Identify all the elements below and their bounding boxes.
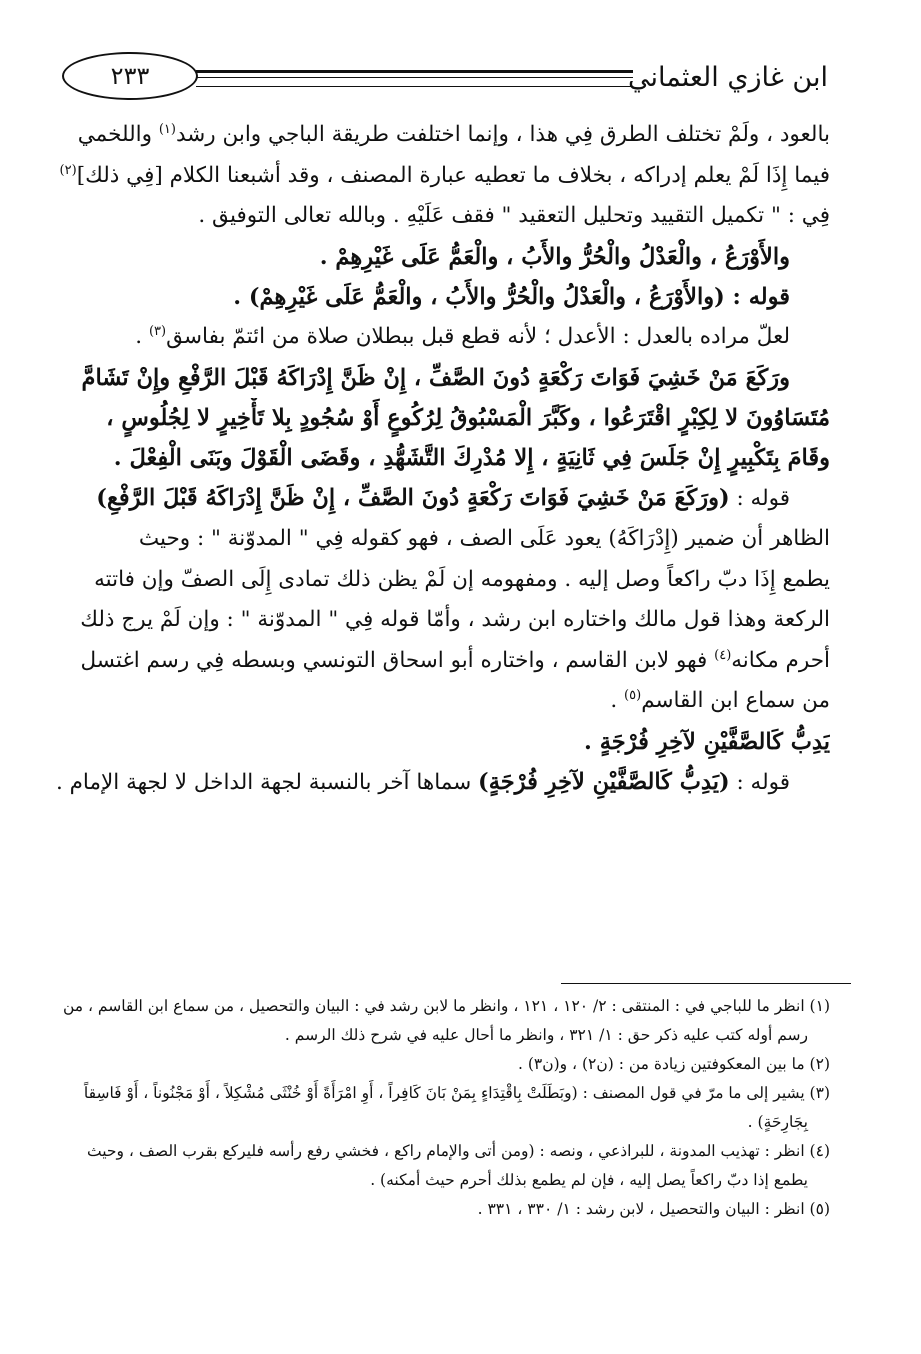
footnote-mark-2: (٢) — [59, 162, 77, 178]
text-line: يطمع إِذَا دبّ راكعاً وصل إليه . ومفهومه إن لَمْ يظن ذلك تمادى إِلَى الصفّ وإن فاتته — [94, 566, 830, 592]
page-header — [58, 52, 828, 112]
footnote-mark-4: (٤) — [714, 647, 732, 663]
quote-2: قوله : (ورَكَعَ مَنْ خَشِيَ فَوَاتَ رَكْعَةٍ دُونَ الصَّفِّ ، إِنْ ظَنَّ إِدْرَاكَهُ قَبْلَ الرَّفْعِ) — [96, 484, 790, 511]
page-number-oval — [62, 52, 198, 100]
footnote-mark-3: (٣) — [148, 323, 167, 339]
footnote-5: (٥) انظر : البيان والتحصيل ، لابن رشد : ١/ ٣٣٠ ، ٣٣١ . — [477, 1200, 830, 1218]
footnotes — [45, 992, 830, 1224]
matn-2: ورَكَعَ مَنْ خَشِيَ فَوَاتَ رَكْعَةٍ دُونَ الصَّفِّ ، إِنْ ظَنَّ إِدْرَاكَهُ قَبْلَ الرَّفْعِ وإِنْ تَشَامَّ مُتَسَاوُونَ لا لِكِبْرٍ اقْتَرَعُوا ، وكَبَّرَ الْمَسْبُوقُ لِرُكُوعٍ أَوْ سُجُودٍ بِلا تَأْخِيرٍ لا لِجُلُوسٍ ، وقَامَ بِتَكْبِيرٍ إِنْ جَلَسَ فِي ثَانِيَةٍ ، إِلا مُدْرِكَ التَّشَهُّدِ ، وقَضَى الْقَوْلَ وبَنَى الْفِعْلَ . — [81, 364, 830, 471]
header-rule — [196, 70, 633, 87]
text-line: فيما إِذَا لَمْ يعلم إدراكه ، بخلاف ما تعطيه عبارة المصنف ، وقد أشبعنا الكلام [فِي ذلك]$^{(٢)}$ — [59, 162, 830, 188]
quoted-matn: (ورَكَعَ مَنْ خَشِيَ فَوَاتَ رَكْعَةٍ دُونَ الصَّفِّ ، إِنْ ظَنَّ إِدْرَاكَهُ قَبْلَ الرَّفْعِ) — [96, 484, 730, 511]
footnote-mark-5: (٥) — [624, 687, 642, 703]
footnote-4: (٤) انظر : تهذيب المدونة ، للبراذعي ، ونصه : (ومن أتى والإمام راكع ، فخشي رفع رأسه فليركع بقرب الصف ، وحيث — [87, 1142, 830, 1160]
main-text — [55, 115, 830, 803]
text-line: بالعود ، ولَمْ تختلف الطرق فِي هذا ، وإنما اختلفت طريقة الباجي وابن رشد$^{(١)}$ واللخمي — [77, 121, 830, 147]
footnote-2: (٢) ما بين المعكوفتين زيادة من : (ن٢) ، و(ن٣) . — [517, 1055, 830, 1073]
text-line: أحرم مكانه$^{(٤)}$ فهو لابن القاسم ، واختاره أبو اسحاق التونسي وبسطه فِي رسم اغتسل — [80, 647, 830, 673]
quote-3: قوله : (يَدِبُّ كَالصَّفَّيْنِ لآخِرِ فُرْجَةٍ) سماها آخر بالنسبة لجهة الداخل لا لجهة الإمام . — [55, 768, 790, 795]
footnote-separator — [561, 983, 851, 984]
page-number: ٢٣٣ — [110, 62, 150, 90]
text-line: فِي : " تكميل التقييد وتحليل التعقيد " فقف عَلَيْهِ . وبالله تعالى التوفيق . — [198, 203, 830, 228]
quoted-matn: (يَدِبُّ كَالصَّفَّيْنِ لآخِرِ فُرْجَةٍ) — [478, 768, 730, 795]
text-line: من سماع ابن القاسم$^{(٥)}$ . — [610, 687, 830, 713]
footnote-1: (١) انظر ما للباجي في : المنتقى : ٢/ ١٢٠ ، ١٢١ ، وانظر ما لابن رشد في : البيان والتحصيل ، من سماع ابن القاسم ، من — [62, 997, 830, 1015]
footnote-4-cont: يطمع إذا دبّ راكعاً يصل إليه ، فإن لم يطمع بذلك أحرم حيث أمكنه) . — [370, 1171, 808, 1189]
running-title: ابن غازي العثماني — [627, 62, 828, 93]
text-line: الركعة وهذا قول مالك واختاره ابن رشد ، وأمّا قوله فِي " المدوّنة " : وإن لَمْ يرج ذلك — [80, 607, 830, 632]
text-line: الظاهر أن ضمير (إِدْرَاكَهُ) يعود عَلَى الصف ، فهو كقوله فِي " المدوّنة " : وحيث — [138, 526, 830, 551]
paragraph-3 — [55, 519, 830, 722]
footnote-3: (٣) يشير إلى ما مرّ في قول المصنف : (وبَطَلَتْ بِاقْتِدَاءٍ بِمَنْ بَانَ كَافِراً ، أَوِ امْرَأَةً أَوْ خُنْثَى مُشْكِلاً ، أَوْ مَجْنُوناً ، أَوْ فَاسِقاً — [83, 1084, 830, 1102]
paragraph-2 — [55, 317, 830, 358]
matn-1: والأَوْرَعُ ، والْعَدْلُ والْحُرُّ والأَبُ ، والْعَمُّ عَلَى غَيْرِهِمْ . — [319, 243, 790, 270]
paragraph-1 — [55, 115, 830, 237]
footnote-3-cont: بِجَارِحَةٍ) . — [747, 1113, 808, 1131]
footnote-1-cont: رسم أوله كتب عليه ذكر حق : ١/ ٣٢١ ، وانظر ما أحال عليه في شرح ذلك الرسم . — [284, 1026, 808, 1044]
footnote-mark-1: (١) — [158, 121, 176, 137]
text-line: لعلّ مراده بالعدل : الأعدل ؛ لأنه قطع قبل ببطلان صلاة من ائتمّ بفاسق$^{(٣)}$ . — [135, 323, 790, 349]
matn-3: يَدِبُّ كَالصَّفَّيْنِ لآخِرِ فُرْجَةٍ . — [584, 728, 830, 755]
quote-1: قوله : (والأَوْرَعُ ، والْعَدْلُ والْحُرُّ والأَبُ ، والْعَمُّ عَلَى غَيْرِهِمْ) . — [233, 283, 790, 310]
